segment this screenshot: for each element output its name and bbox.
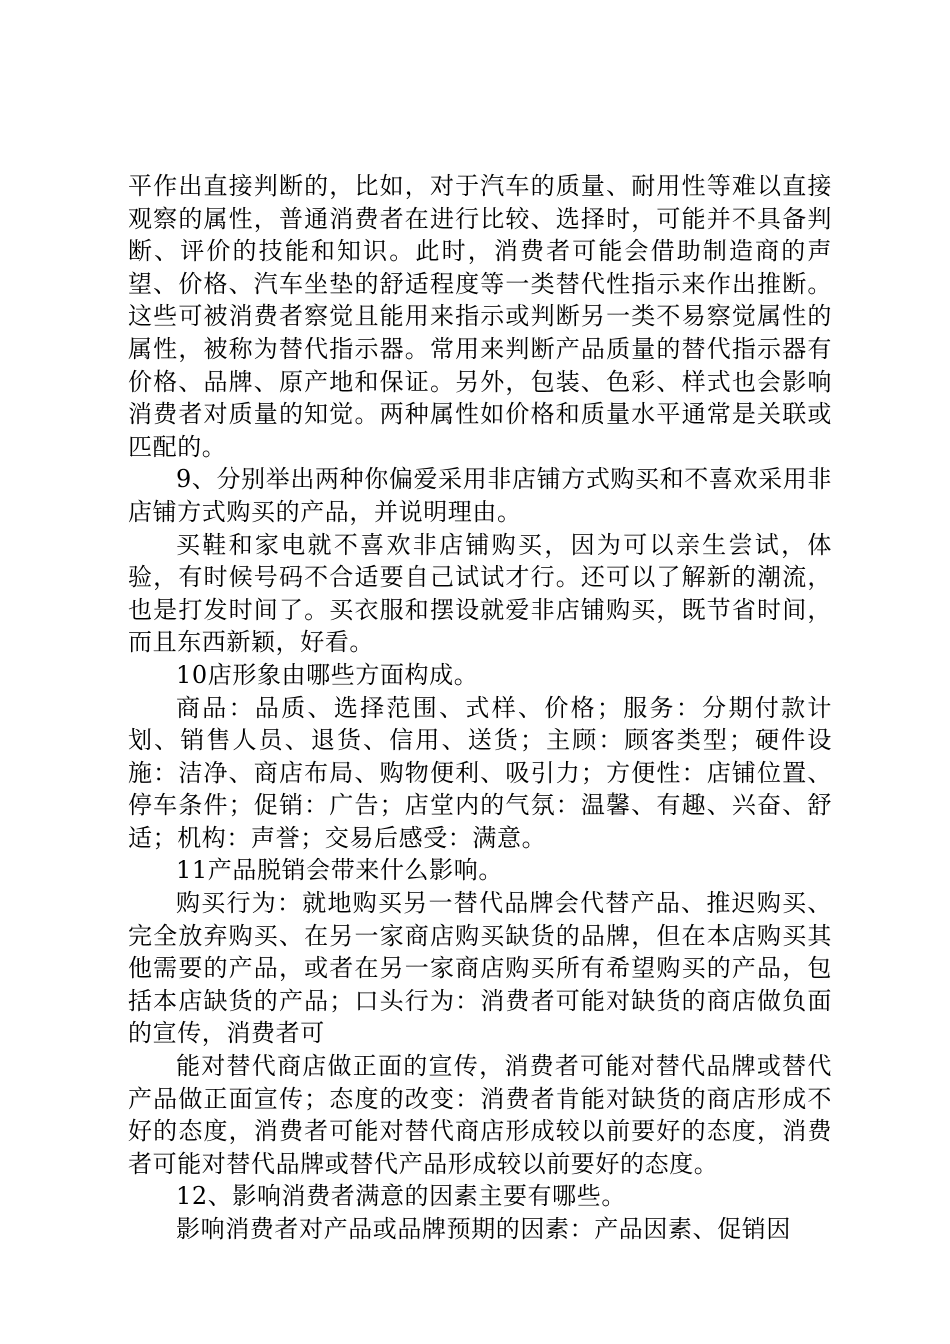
paragraph: 平作出直接判断的，比如，对于汽车的质量、耐用性等难以直接观察的属性，普通消费者在进行比较、选择时，可能并不具备判断、评价的技能和知识。此时，消费者可能会借助制造商的声望、价格、汽车坐垫的舒适程度等一类替代性指示来作出推断。这些可被消费者察觉且能用来指示或判断另一类不易察觉属性的属性，被称为替代指示器。常用来判断产品质量的替代指示器有价格、品牌、原产地和保证。另外，包装、色彩、样式也会影响消费者对质量的知觉。两种属性如价格和质量水平通常是关联或匹配的。 bbox=[128, 172, 832, 461]
answer-11-part-1: 购买行为：就地购买另一替代品牌会代替产品、推迟购买、完全放弃购买、在另一家商店购买缺货的品牌，但在本店购买其他需要的产品，或者在另一家商店购买所有希望购买的产品，包括本店缺货的产品；口头行为：消费者可能对缺货的商店做负面的宣传，消费者可 bbox=[128, 889, 832, 1048]
answer-10: 商品：品质、选择范围、式样、价格；服务：分期付款计划、销售人员、退货、信用、送货；主顾：顾客类型；硬件设施：洁净、商店布局、购物便利、吸引力；方便性：店铺位置、停车条件；促销：广告；店堂内的气氛：温馨、有趣、兴奋、舒适；机构：声誉；交易后感受：满意。 bbox=[128, 693, 832, 852]
document-page bbox=[128, 170, 832, 1246]
question-12: 12、影响消费者满意的因素主要有哪些。 bbox=[176, 1182, 626, 1211]
question-11: 11产品脱销会带来什么影响。 bbox=[176, 856, 503, 885]
answer-12: 影响消费者对产品或品牌预期的因素：产品因素、促销因 bbox=[176, 1215, 791, 1243]
answer-11-part-2: 能对替代商店做正面的宣传，消费者可能对替代品牌或替代产品做正面宣传；态度的改变：消费者肯能对缺货的商店形成不好的态度，消费者可能对替代商店形成较以前要好的态度，消费者可能对替代品牌或替代产品形成较以前要好的态度。 bbox=[128, 1052, 832, 1178]
question-10: 10店形象由哪些方面构成。 bbox=[176, 660, 479, 689]
question-9: 9、分别举出两种你偏爱采用非店铺方式购买和不喜欢采用非店铺方式购买的产品，并说明理由。 bbox=[128, 465, 832, 526]
answer-9: 买鞋和家电就不喜欢非店铺购买，因为可以亲生尝试，体验，有时候号码不合适要自己试试才行。还可以了解新的潮流，也是打发时间了。买衣服和摆设就爱非店铺购买，既节省时间，而且东西新颖，好看。 bbox=[128, 530, 832, 657]
